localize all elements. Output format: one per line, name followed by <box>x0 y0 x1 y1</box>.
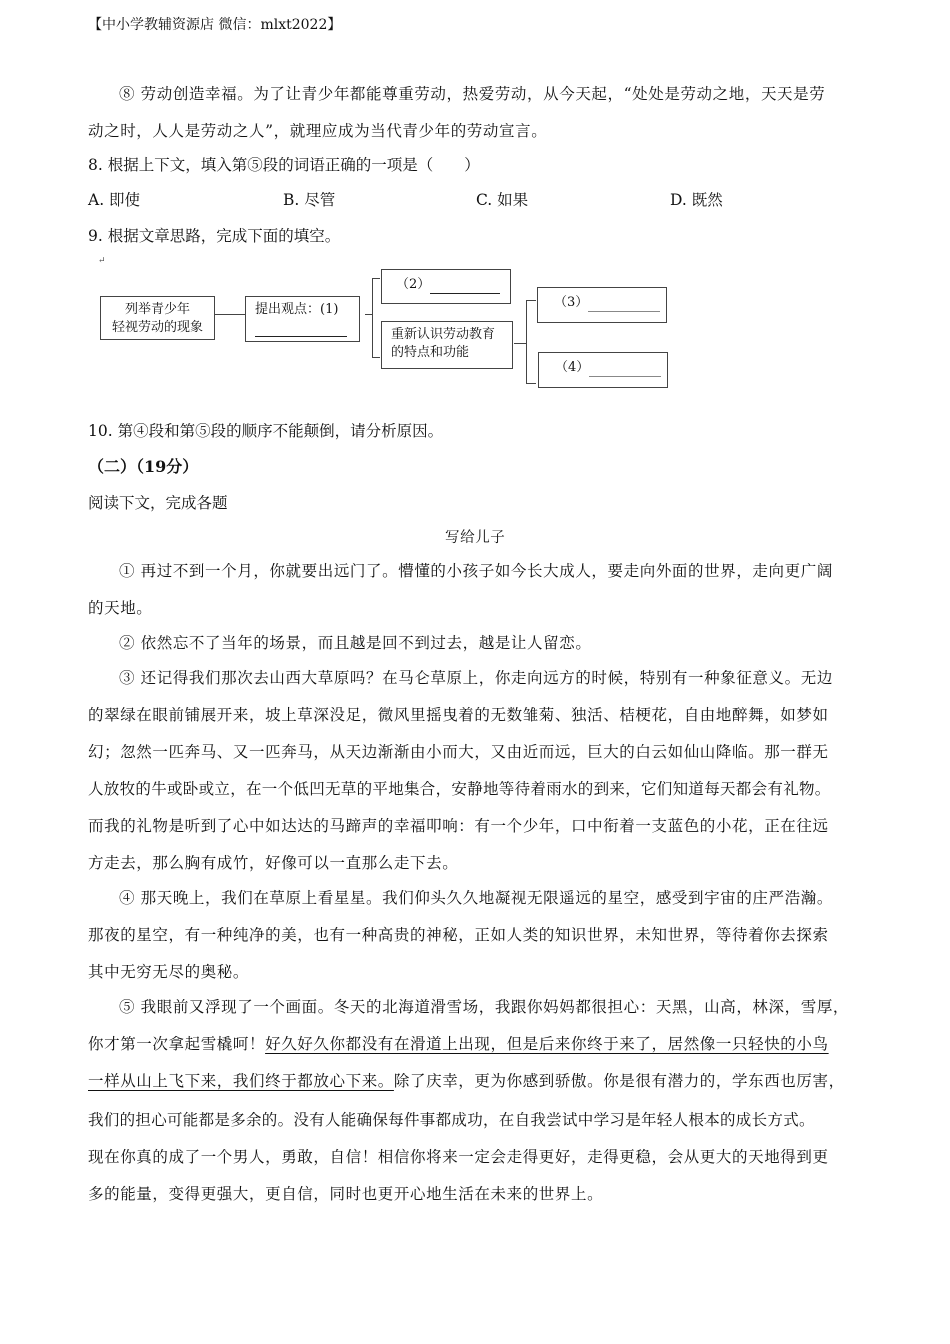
bracket-line <box>526 383 536 384</box>
bracket-line <box>372 278 373 358</box>
box-relearn <box>381 321 513 369</box>
article-title: 写给儿子 <box>445 530 506 546</box>
article-line: 的天地。 <box>88 599 153 617</box>
underlined-sentence: 一样从山上飞下来，我们终于都放心下来。 <box>88 1072 394 1090</box>
box-4 <box>538 352 668 388</box>
article-line <box>88 1069 845 1091</box>
article-text: 除了庆幸，更为你感到骄傲。你是很有潜力的，学东西也厉害， <box>393 1072 845 1090</box>
box-4-label: （4） <box>555 360 590 375</box>
article-line: ⑤ 我眼前又浮现了一个画面。冬天的北海道滑雪场，我跟你妈妈都很担心：天黑，山高，林深，雪厚， <box>119 998 850 1016</box>
box-phenomenon-line2: 轻视劳动的现象 <box>111 320 203 335</box>
article-line: 其中无穷无尽的奥秘。 <box>88 963 250 981</box>
box-viewpoint-label: 提出观点：(1) <box>255 302 339 317</box>
box-3 <box>537 287 667 323</box>
article-line: 人放牧的牛或卧或立，在一个低凹无草的平地集合，安静地等待着雨水的到来，它们知道每天都会有礼物。 <box>88 780 831 798</box>
q8-option-c[interactable]: C. 如果 <box>476 191 529 209</box>
article-line: 方走去，那么胸有成竹，好像可以一直那么走下去。 <box>88 854 459 872</box>
bracket-line <box>526 300 536 301</box>
article-line: ① 再过不到一个月，你就要出远门了。懵懂的小孩子如今长大成人，要走向外面的世界，走向更广阔 <box>119 562 833 580</box>
article-line: ③ 还记得我们那次去山西大草原吗？在马仑草原上，你走向远方的时候，特别有一种象征意义。无边 <box>119 669 833 687</box>
article-line: 的翠绿在眼前铺展开来，坡上草深没足，微风里摇曳着的无数雏菊、独活、桔梗花，自由地醉舞，如梦如 <box>88 706 829 724</box>
q9-stem: 9. 根据文章思路，完成下面的填空。 <box>88 227 341 245</box>
blank-3[interactable] <box>588 299 660 312</box>
bracket-line <box>526 300 527 383</box>
bracket-line <box>514 343 526 344</box>
article-line <box>88 1032 829 1054</box>
section-title: （二）（19分） <box>88 457 199 476</box>
bracket-line <box>372 278 380 279</box>
bracket-line <box>365 314 372 315</box>
article-line: ④ 那天晚上，我们在草原上看星星。我们仰头久久地凝视无限遥远的星空，感受到宇宙的庄严浩瀚。 <box>119 889 833 907</box>
q8-stem: 8. 根据上下文，填入第⑤段的词语正确的一项是（ ） <box>88 156 480 174</box>
box-relearn-line1: 重新认识劳动教育 <box>391 327 496 342</box>
page-header: 【中小学教辅资源店 微信：mlxt2022】 <box>88 17 342 33</box>
article-text: 你才第一次拿起雪橇呵！ <box>88 1035 266 1053</box>
box-2 <box>381 269 511 304</box>
blank-2[interactable] <box>430 281 500 294</box>
article-line: ② 依然忘不了当年的场景，而且越是回不到过去，越是让人留恋。 <box>119 634 592 652</box>
article-line: 那夜的星空，有一种纯净的美，也有一种高贵的神秘，正如人类的知识世界，未知世界，等待着你去探索 <box>88 926 829 944</box>
box-relearn-line2: 的特点和功能 <box>391 345 470 360</box>
q8-option-b[interactable]: B. 尽管 <box>283 191 336 209</box>
article-line: 现在你真的成了一个男人，勇敢，自信！相信你将来一定会走得更好，走得更稳，会从更大的天地得到更 <box>88 1148 829 1166</box>
box-3-label: （3） <box>554 295 589 310</box>
box-phenomenon-line1: 列举青少年 <box>124 302 190 317</box>
para8-line2: 动之时，人人是劳动之人”，就理应成为当代青少年的劳动宣言。 <box>88 122 548 140</box>
article-line: 幻；忽然一匹奔马、又一匹奔马，从天边渐渐由小而大，又由近而远，巨大的白云如仙山降临。那一群无 <box>88 743 829 761</box>
article-line: 而我的礼物是听到了心中如达达的马蹄声的幸福叩响：有一个少年，口中衔着一支蓝色的小花，正在往远 <box>88 817 829 835</box>
underlined-sentence: 好久好久你都没有在滑道上出现，但是后来你终于来了，居然像一只轻快的小鸟 <box>265 1035 829 1053</box>
bracket-line <box>372 357 380 358</box>
article-line: 多的能量，变得更强大，更自信，同时也更开心地生活在未来的世界上。 <box>88 1185 604 1203</box>
box-viewpoint <box>245 296 360 342</box>
section-instruction: 阅读下文，完成各题 <box>88 494 228 512</box>
return-mark: ↵ <box>98 256 106 266</box>
blank-1[interactable] <box>255 322 347 337</box>
connector-line <box>215 314 245 315</box>
box-2-label: （2） <box>396 277 431 292</box>
q8-option-d[interactable]: D. 既然 <box>670 191 723 209</box>
box-phenomenon <box>100 296 215 340</box>
q8-option-a[interactable]: A. 即使 <box>88 191 141 209</box>
q10-stem: 10. 第④段和第⑤段的顺序不能颠倒，请分析原因。 <box>88 422 444 440</box>
para8-line1: ⑧ 劳动创造幸福。为了让青少年都能尊重劳动，热爱劳动，从今天起，“处处是劳动之地，天天是劳 <box>119 85 826 103</box>
article-line: 我们的担心可能都是多余的。没有人能确保每件事都成功，在自我尝试中学习是年轻人根本的成长方式。 <box>88 1111 815 1129</box>
blank-4[interactable] <box>589 364 661 377</box>
